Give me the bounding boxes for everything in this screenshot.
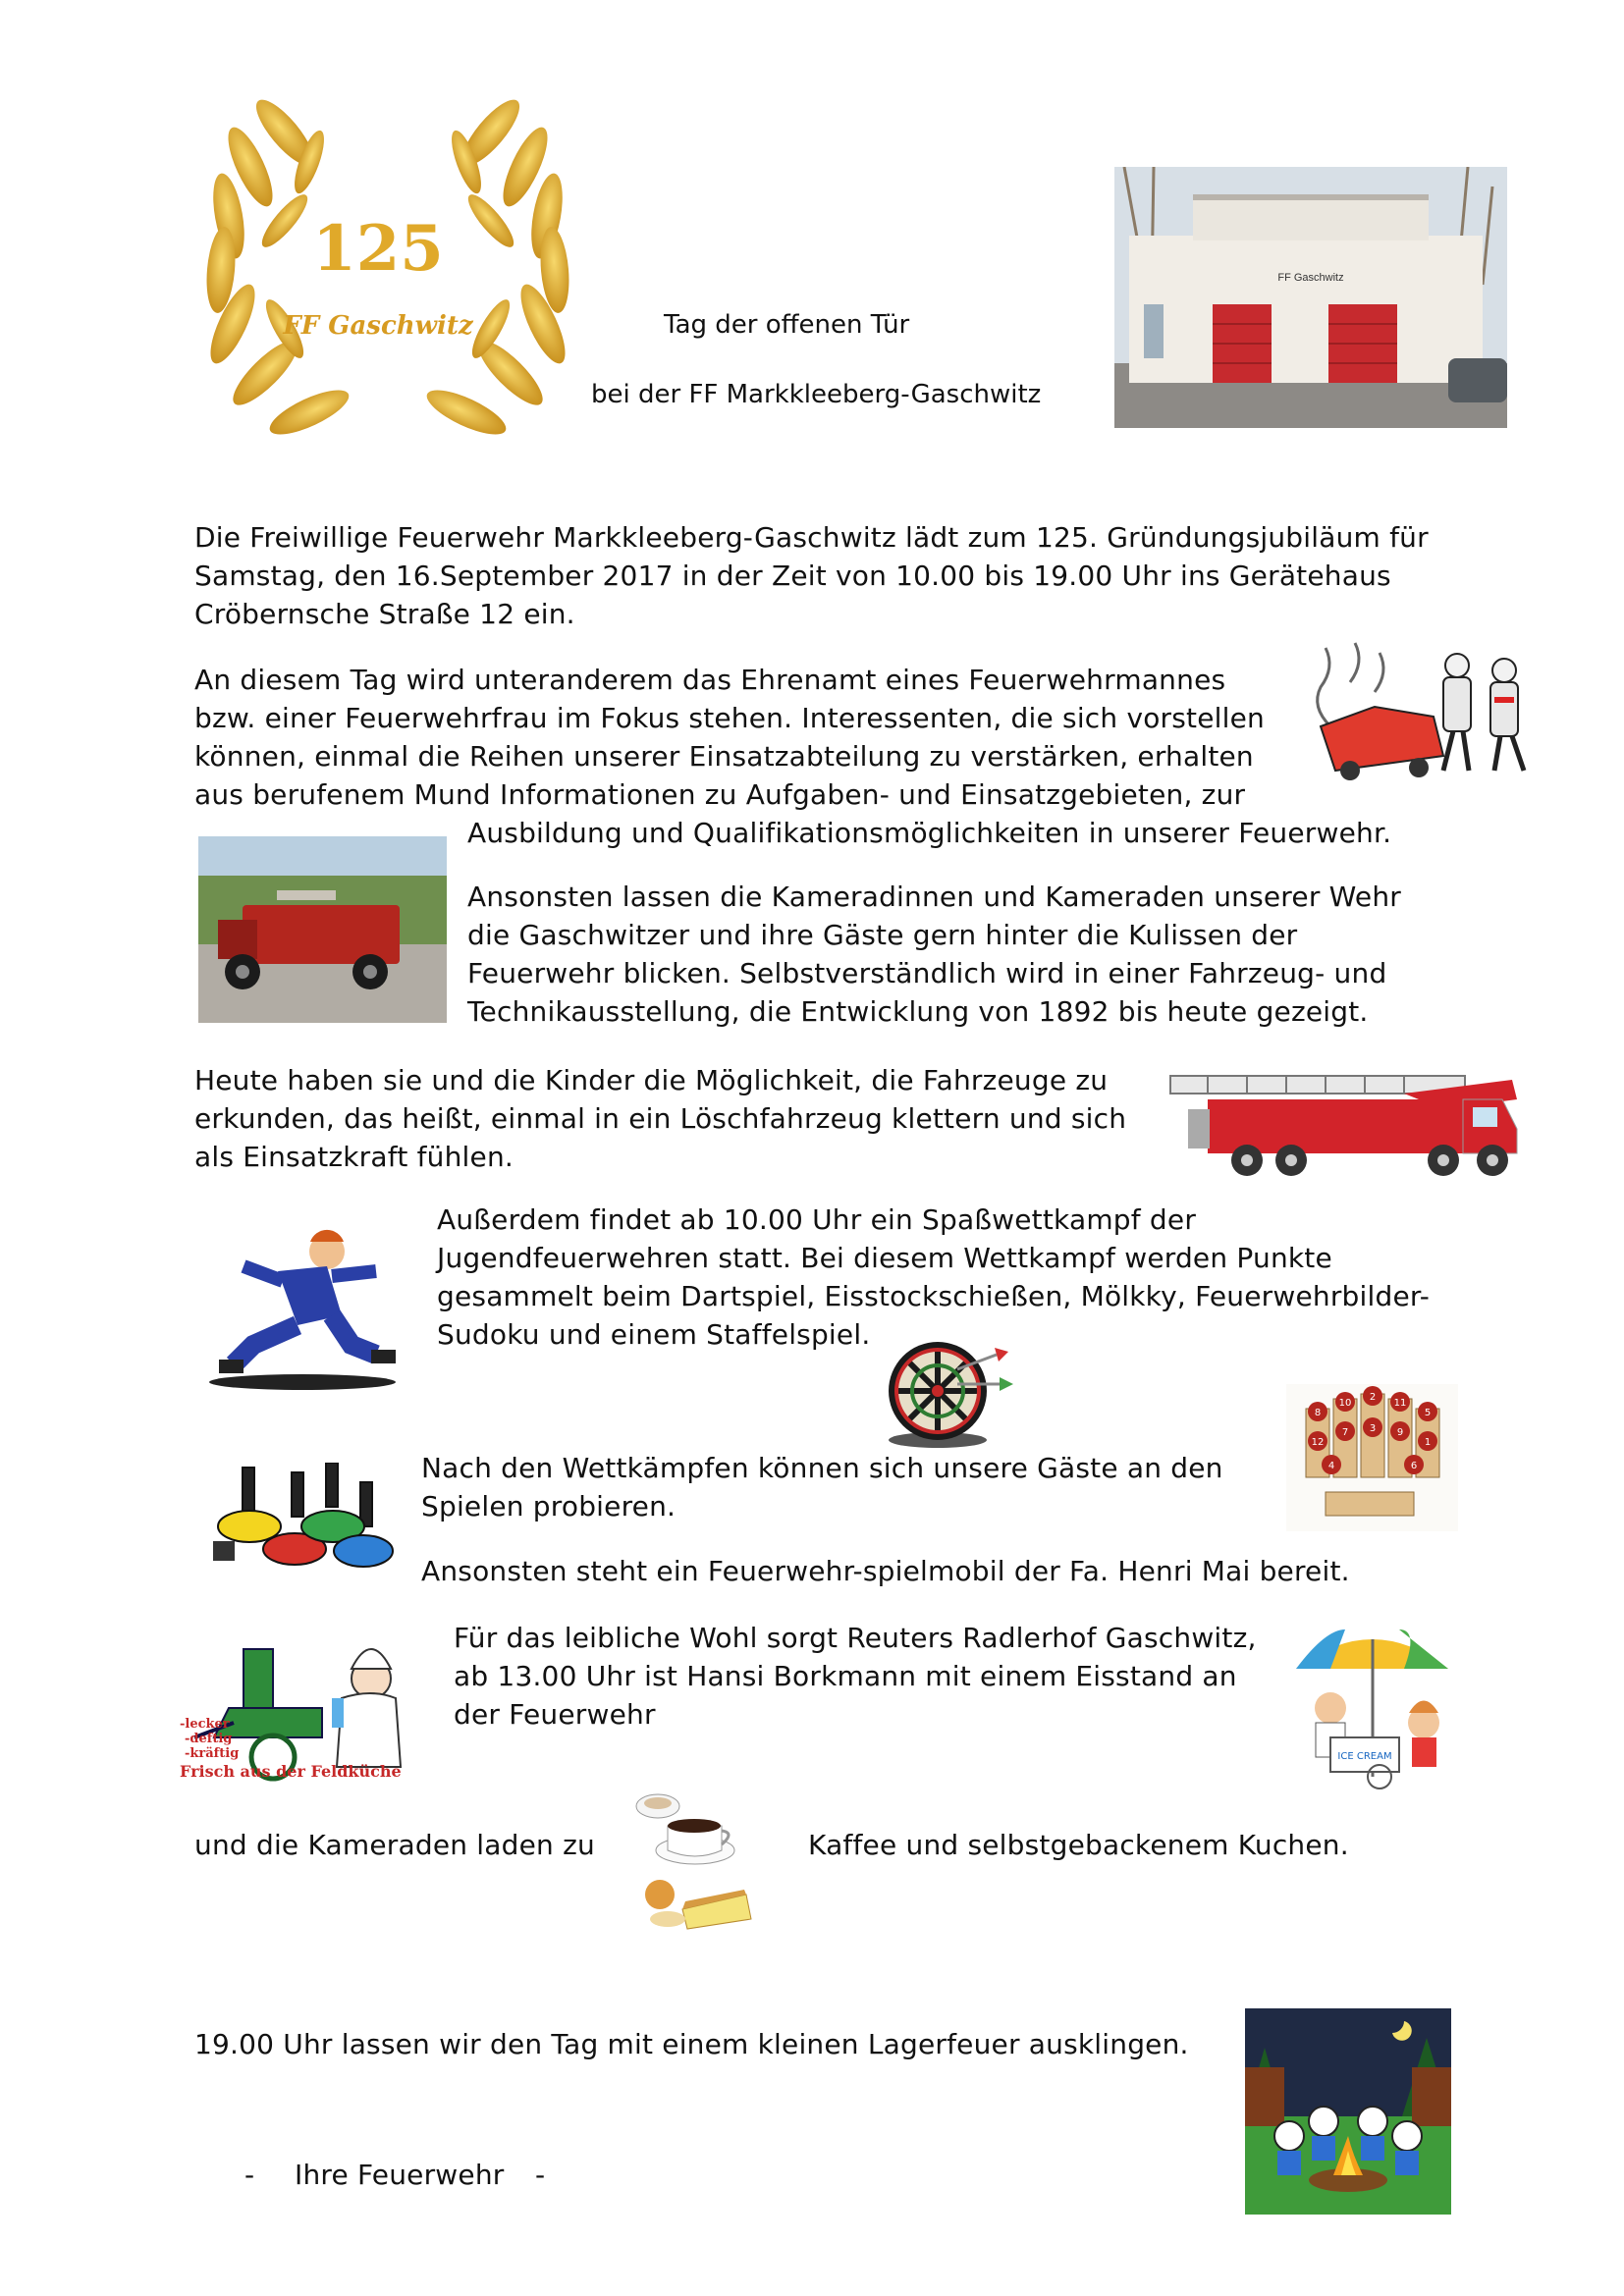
pin-number: 12 [1311, 1437, 1325, 1448]
intro-line: Die Freiwillige Feuerwehr Markkleeberg-Gaschwitz lädt zum 125. Gründungsjubiläum für [194, 521, 1429, 554]
pin-number: 4 [1327, 1461, 1335, 1471]
ice-sign: ICE CREAM [1337, 1751, 1392, 1762]
competition-line: Jugendfeuerwehren statt. Bei diesem Wettkampf werden Punkte [437, 1242, 1332, 1274]
games-line: Spielen probieren. [421, 1490, 677, 1522]
station-sign: FF Gaschwitz [1277, 272, 1344, 284]
title-line-1: Tag der offenen Tür [664, 310, 910, 340]
volunteer-paragraph [194, 661, 1391, 852]
signature: Ihre Feuerwehr [295, 2159, 505, 2191]
intro-paragraph [194, 518, 1429, 633]
pin-number: 9 [1396, 1427, 1404, 1438]
games-paragraph [421, 1449, 1223, 1525]
vintage-fire-truck-photo [198, 836, 447, 1023]
catering-line: ab 13.00 Uhr ist Hansi Borkmann mit einem Eisstand an [454, 1660, 1237, 1692]
competition-line: Sudoku und einem Staffelspiel. [437, 1318, 871, 1351]
anniversary-logo [191, 93, 584, 466]
ice-cream-stand-cartoon [1286, 1629, 1458, 1796]
volunteer-line: aus berufenem Mund Informationen zu Aufgaben- und Einsatzgebieten, zur [194, 778, 1246, 811]
exhibition-line: Feuerwehr blicken. Selbstverständlich wird in einer Fahrzeug- und [467, 957, 1387, 989]
pin-number: 3 [1369, 1423, 1377, 1434]
exhibition-line: die Gaschwitzer und ihre Gäste gern hinter die Kulissen der [467, 919, 1298, 951]
exhibition-line: Technikausstellung, die Entwicklung von 1892 bis heute gezeigt. [467, 995, 1369, 1028]
volunteer-line: können, einmal die Reihen unserer Einsatzabteilung zu verstärken, erhalten [194, 740, 1254, 773]
kids-line: Heute haben sie und die Kinder die Möglichkeit, die Fahrzeuge zu [194, 1064, 1109, 1096]
molkky-pins-icon [1286, 1384, 1458, 1531]
kitchen-text: Frisch aus der Feldküche [180, 1762, 402, 1781]
pin-number: 6 [1410, 1461, 1418, 1471]
signature-dash-right: - [535, 2159, 546, 2191]
pin-number: 10 [1338, 1398, 1352, 1409]
games-line: Nach den Wettkämpfen können sich unsere Gäste an den [421, 1452, 1223, 1484]
competition-line: gesammelt beim Dartspiel, Eisstockschießen, Mölkky, Feuerwehrbilder- [437, 1280, 1431, 1312]
kids-line: erkunden, das heißt, einmal in ein Löschfahrzeug klettern und sich [194, 1102, 1127, 1135]
signature-dash-left: - [244, 2159, 255, 2191]
volunteer-line: Ausbildung und Qualifikationsmöglichkeiten in unserer Feuerwehr. [467, 817, 1392, 849]
fire-station-photo [1114, 167, 1507, 428]
logo-name: FF Gaschwitz [283, 311, 473, 341]
pin-number: 5 [1424, 1408, 1432, 1418]
spielmobil-paragraph: Ansonsten steht ein Feuerwehr-spielmobil der Fa. Henri Mai bereit. [421, 1555, 1350, 1587]
laurel-right-icon [421, 93, 573, 443]
pin-number: 8 [1314, 1408, 1322, 1418]
curling-stones-icon [208, 1463, 395, 1580]
coffee-cake-icon [628, 1782, 761, 1944]
catering-line: der Feuerwehr [454, 1698, 656, 1731]
pin-number: 2 [1369, 1392, 1377, 1403]
coffee-right-text: Kaffee und selbstgebackenem Kuchen. [808, 1829, 1349, 1861]
kitchen-text: -kräftig [185, 1746, 240, 1761]
catering-line: Für das leibliche Wohl sorgt Reuters Radlerhof Gaschwitz, [454, 1622, 1257, 1654]
catering-paragraph [454, 1619, 1257, 1734]
volunteer-line: An diesem Tag wird unteranderem das Ehrenamt eines Feuerwehrmannes [194, 664, 1226, 696]
pin-number: 7 [1341, 1427, 1349, 1438]
exhibition-paragraph [467, 878, 1401, 1031]
competition-line: Außerdem findet ab 10.00 Uhr ein Spaßwettkampf der [437, 1203, 1197, 1236]
kids-line: als Einsatzkraft fühlen. [194, 1141, 514, 1173]
dartboard-icon [879, 1330, 1016, 1453]
title-line-2: bei der FF Markkleeberg-Gaschwitz [591, 380, 1042, 409]
coffee-left-text: und die Kameraden laden zu [194, 1829, 595, 1861]
field-kitchen-cartoon [175, 1629, 425, 1787]
exhibition-line: Ansonsten lassen die Kameradinnen und Kameraden unserer Wehr [467, 881, 1401, 913]
kitchen-text: -deftig [185, 1732, 233, 1746]
pin-number: 1 [1424, 1437, 1432, 1448]
campfire-cartoon [1245, 2008, 1451, 2215]
running-firefighter-cartoon [194, 1217, 406, 1394]
kitchen-text: -lecker [180, 1717, 230, 1732]
logo-number: 125 [312, 212, 444, 286]
volunteer-line: bzw. einer Feuerwehrfrau im Fokus stehen. Interessenten, die sich vorstellen [194, 702, 1265, 734]
intro-line: Cröbernsche Straße 12 ein. [194, 598, 575, 630]
kids-paragraph [194, 1061, 1126, 1176]
pin-number: 11 [1393, 1398, 1407, 1409]
intro-line: Samstag, den 16.September 2017 in der Zeit von 10.00 bis 19.00 Uhr ins Gerätehaus [194, 560, 1391, 592]
closing-sentence: 19.00 Uhr lassen wir den Tag mit einem kleinen Lagerfeuer ausklingen. [194, 2028, 1189, 2060]
rescue-cartoon [1306, 638, 1556, 790]
ladder-truck-icon [1168, 1070, 1527, 1183]
